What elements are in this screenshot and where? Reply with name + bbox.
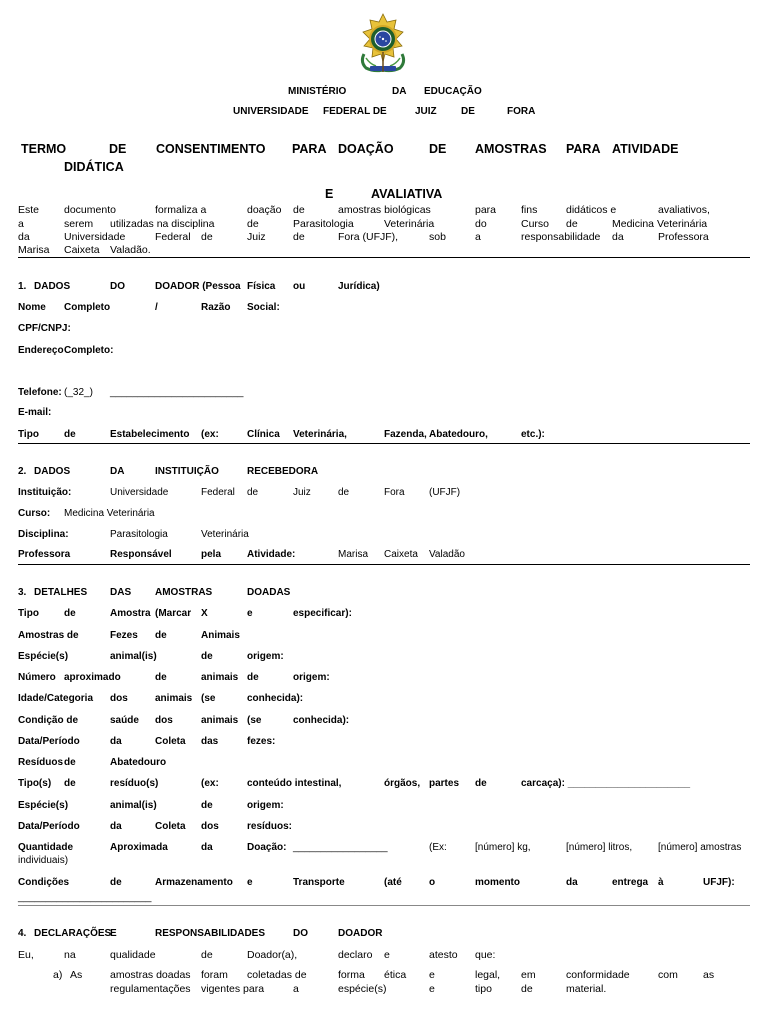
declaration-word: conformidade [566,969,630,981]
field-label: Completo [64,302,111,313]
field-label: (ex: [201,429,219,440]
intro-word: Curso [521,218,550,230]
section-heading-word: RESPONSABILIDADES [155,928,266,939]
field-label: de [201,800,213,811]
title-word: TERMO [21,142,67,156]
title-word: DOAÇÃO [338,142,394,156]
declaration-word: forma [338,969,365,981]
field-label: Resíduos [18,757,64,768]
field-label: (Marcar [155,608,192,619]
declaration-word: tipo [475,983,492,995]
intro-word: de [566,218,578,230]
header-word: MINISTÉRIO [288,86,347,97]
declaration-word: de [201,949,213,961]
declaration-word: ética [384,969,407,981]
field-label: Tipo [18,429,39,440]
field-value: Veterinária [201,529,249,540]
section-heading-word: 3. [18,587,27,598]
title-word: ATIVIDADE [612,142,679,156]
field-label: dos [155,715,173,726]
field-value: Marisa [338,549,369,560]
field-label: e [247,877,253,888]
title-word: DE [429,142,447,156]
header-word: DE [461,106,475,117]
declaration-word: as [703,969,715,981]
intro-word: Federal [155,231,191,243]
field-value: individuais) [18,855,69,866]
field-label: Veterinária, [293,429,347,440]
header-word: FEDERAL DE [323,106,387,117]
intro-word: Professora [658,231,709,243]
field-label: Estabelecimento [110,429,190,440]
field-value: Universidade [110,487,169,498]
field-label: X [201,608,208,619]
declaration-word: regulamentações [110,983,191,995]
field-label: o [429,877,436,888]
intro-word: Caixeta [64,244,100,256]
intro-word: a [475,231,481,243]
field-label: saúde [110,715,139,726]
field-label: Abatedouro, [429,429,488,440]
field-label: Disciplina: [18,529,69,540]
field-label: de [155,672,167,683]
field-label: origem: [247,800,284,811]
field-label: Fazenda, [384,429,427,440]
field-label: dos [201,821,219,832]
intro-word: Parasitologia [293,218,354,230]
section-heading-word: DAS [110,587,132,598]
field-label: e [247,608,253,619]
field-value: Parasitologia [110,529,168,540]
field-label: das [201,736,219,747]
declaration-word: legal, [475,969,501,981]
section-heading-word: DO [293,928,308,939]
field-label: Amostras de [18,630,79,641]
declaration-word: e [429,983,435,995]
intro-word: responsabilidade [521,231,601,243]
field-label: Fezes [110,630,138,641]
divider [18,564,750,565]
section-heading-word: E [110,928,117,939]
field-label: Espécie(s) [18,651,69,662]
section-heading-word: DO [110,281,125,292]
field-label: da [566,877,578,888]
field-label: animal(is) [110,651,157,662]
title-word: AMOSTRAS [475,142,547,156]
declaration-word: espécie(s) [338,983,387,995]
divider [18,905,750,906]
intro-word: Este [18,204,40,216]
field-label: Endereço [18,345,64,356]
header-word: FORA [507,106,536,117]
field-label: etc.): [521,429,545,440]
field-label: de [64,429,76,440]
field-label: Espécie(s) [18,800,69,811]
field-label: resíduo(s) [110,778,159,789]
field-label: da [110,736,122,747]
intro-word: Valadão. [110,244,151,256]
field-value: (Ex: [429,842,447,853]
divider [18,257,750,258]
field-label: Clínica [247,429,280,440]
field-label: (até [384,877,402,888]
phone-label: Telefone: [18,387,62,398]
intro-word: documento [64,204,116,216]
field-label: animal(is) [110,800,157,811]
intro-word: Universidade [64,231,126,243]
field-value: Medicina Veterinária [64,508,155,519]
title-word: CONSENTIMENTO [156,142,266,156]
field-label: Professora [18,549,71,560]
field-label: Aproximada [110,842,168,853]
field-label: Tipo [18,608,39,619]
declaration-word: na [64,949,76,961]
field-label: Razão [201,302,231,313]
section-heading-word: 4. [18,928,27,939]
title-word: PARA [292,142,327,156]
field-value: Caixeta [384,549,418,560]
field-label: especificar): [293,608,352,619]
field-label: Instituição: [18,487,72,498]
declaration-word: Doador(a), [247,949,298,961]
header-word: JUIZ [415,106,437,117]
field-label: Responsável [110,549,172,560]
section-heading-word: INSTITUIÇÃO [155,466,219,477]
intro-word: da [612,231,624,243]
field-value: [número] amostras [658,842,742,853]
field-label: órgãos, [384,778,421,789]
field-label: animais [201,715,239,726]
section-heading-word: DOADOR (Pessoa [155,281,241,292]
field-label: Idade/Categoria [18,693,94,704]
field-label: partes [429,778,460,789]
intro-word: serem [64,218,94,230]
field-label: carcaça): ______________________ [521,778,691,789]
intro-word: a [18,218,24,230]
declaration-word: com [658,969,678,981]
declaration-word: a [293,983,299,995]
intro-word: amostras biológicas [338,204,431,216]
phone-blank[interactable]: ________________________ [110,387,244,398]
coat-of-arms-seal [352,12,414,76]
field-label: pela [201,549,222,560]
field-label: Amostra [110,608,151,619]
field-value: Federal [201,487,235,498]
field-label: de [475,778,487,789]
declaration-word: declaro [338,949,373,961]
field-label: Abatedouro [110,757,167,768]
title-word: DE [109,142,127,156]
intro-word: para [475,204,497,216]
declaration-word: material. [566,983,607,995]
header-word: DA [392,86,407,97]
field-label: entrega [612,877,649,888]
intro-word: Juiz [247,231,266,243]
storage-blank[interactable]: ________________________ [18,892,152,903]
field-label: aproximado [64,672,121,683]
section-heading-word: 2. [18,466,27,477]
field-label: Animais [201,630,240,641]
declaration-word: de [521,983,533,995]
intro-word: sob [429,231,446,243]
field-label: origem: [293,672,330,683]
intro-word: fins [521,204,538,216]
cpf-label: CPF/CNPJ: [18,323,71,334]
field-label: Social: [247,302,280,313]
field-label: (se [201,693,216,704]
title-word: DIDÁTICA [64,160,124,174]
section-heading-word: DADOS [34,466,71,477]
section-heading-word: RECEBEDORA [247,466,319,477]
field-label: conhecida): [247,693,304,704]
field-value: Valadão [429,549,465,560]
field-label: Transporte [293,877,345,888]
section-heading-word: DA [110,466,125,477]
section-heading-word: ou [293,281,306,292]
field-label: de [110,877,122,888]
field-label: Armazenamento [155,877,233,888]
section-heading-word: DOADAS [247,587,291,598]
intro-word: de [293,231,305,243]
field-label: Coleta [155,736,186,747]
field-label: Tipo(s) [18,778,52,789]
field-value: (UFJF) [429,487,461,498]
field-label: animais [201,672,239,683]
list-marker: a) [53,969,63,981]
field-value: [número] kg, [475,842,531,853]
section-heading-word: AMOSTRAS [155,587,213,598]
field-label: animais [155,693,193,704]
declaration-word: qualidade [110,949,156,961]
intro-word: Veterinária [384,218,435,230]
phone-area-code[interactable]: (_32_) [64,387,93,398]
intro-word: de [201,231,213,243]
field-label: conteúdo intestinal, [247,778,342,789]
field-label: de [247,672,259,683]
field-label: da [201,842,213,853]
intro-word: avaliativos, [658,204,710,216]
intro-word: de [293,204,305,216]
intro-word: de [247,218,259,230]
field-label: resíduos: [247,821,293,832]
declaration-word: As [70,969,83,981]
field-label: de [155,630,167,641]
field-label: (ex: [201,778,219,789]
field-value: de [247,487,259,498]
divider [18,443,750,444]
field-label: de [64,757,76,768]
declaration-word: e [429,969,435,981]
intro-word: didáticos e [566,204,617,216]
header-word: EDUCAÇÃO [424,86,482,97]
declaration-word: que: [475,949,496,961]
intro-word: Medicina Veterinária [612,218,708,230]
intro-word: formaliza a [155,204,207,216]
title-word: E [325,187,334,201]
section-heading-word: DECLARAÇÕES [34,928,112,939]
field-label: à [658,877,664,888]
field-label: Data/Período [18,821,80,832]
section-heading-word: Física [247,281,276,292]
field-label: de [201,651,213,662]
field-label: Curso: [18,508,51,519]
declaration-word: coletadas de [247,969,307,981]
intro-word: da [18,231,30,243]
declaration-word: amostras doadas [110,969,191,981]
declaration-word: atesto [429,949,458,961]
intro-word: Fora (UFJF), [338,231,399,243]
declaration-word: em [521,969,536,981]
declaration-word: foram [201,969,228,981]
intro-word: doação [247,204,282,216]
field-value: de [338,487,350,498]
field-label: Quantidade [18,842,74,853]
section-heading-word: 1. [18,281,27,292]
field-label: Doação: [247,842,287,853]
field-label: Completo: [64,345,114,356]
section-heading-word: DOADOR [338,928,383,939]
section-heading-word: Jurídica) [338,281,380,292]
intro-word: utilizadas na disciplina [110,218,215,230]
field-label: conhecida): [293,715,350,726]
field-label: origem: [247,651,284,662]
header-word: UNIVERSIDADE [233,106,309,117]
section-heading-word: DETALHES [34,587,88,598]
email-label: E-mail: [18,407,52,418]
field-label: de [64,778,76,789]
field-label: UFJF): [703,877,735,888]
field-label: (se [247,715,262,726]
field-label: Condições [18,877,70,888]
section-heading-word: DADOS [34,281,71,292]
title-word: AVALIATIVA [371,187,443,201]
field-label: Data/Período [18,736,80,747]
declaration-word: vigentes para [201,983,265,995]
title-word: PARA [566,142,601,156]
field-label: de [64,608,76,619]
field-value: Juiz [293,487,311,498]
declaration-word: Eu, [18,949,34,961]
field-label: da [110,821,122,832]
field-label: Nome [18,302,46,313]
intro-word: do [475,218,487,230]
field-label: Atividade: [247,549,296,560]
field-label: Número [18,672,56,683]
field-label: Condição de [18,715,79,726]
field-label: fezes: [247,736,276,747]
quantity-blank[interactable]: _________________ [293,842,388,853]
declaration-word: e [384,949,390,961]
field-label: / [155,302,158,313]
field-value: Fora [384,487,405,498]
field-value: [número] litros, [566,842,633,853]
field-label: dos [110,693,128,704]
field-label: momento [475,877,520,888]
field-label: Coleta [155,821,186,832]
intro-word: Marisa [18,244,50,256]
